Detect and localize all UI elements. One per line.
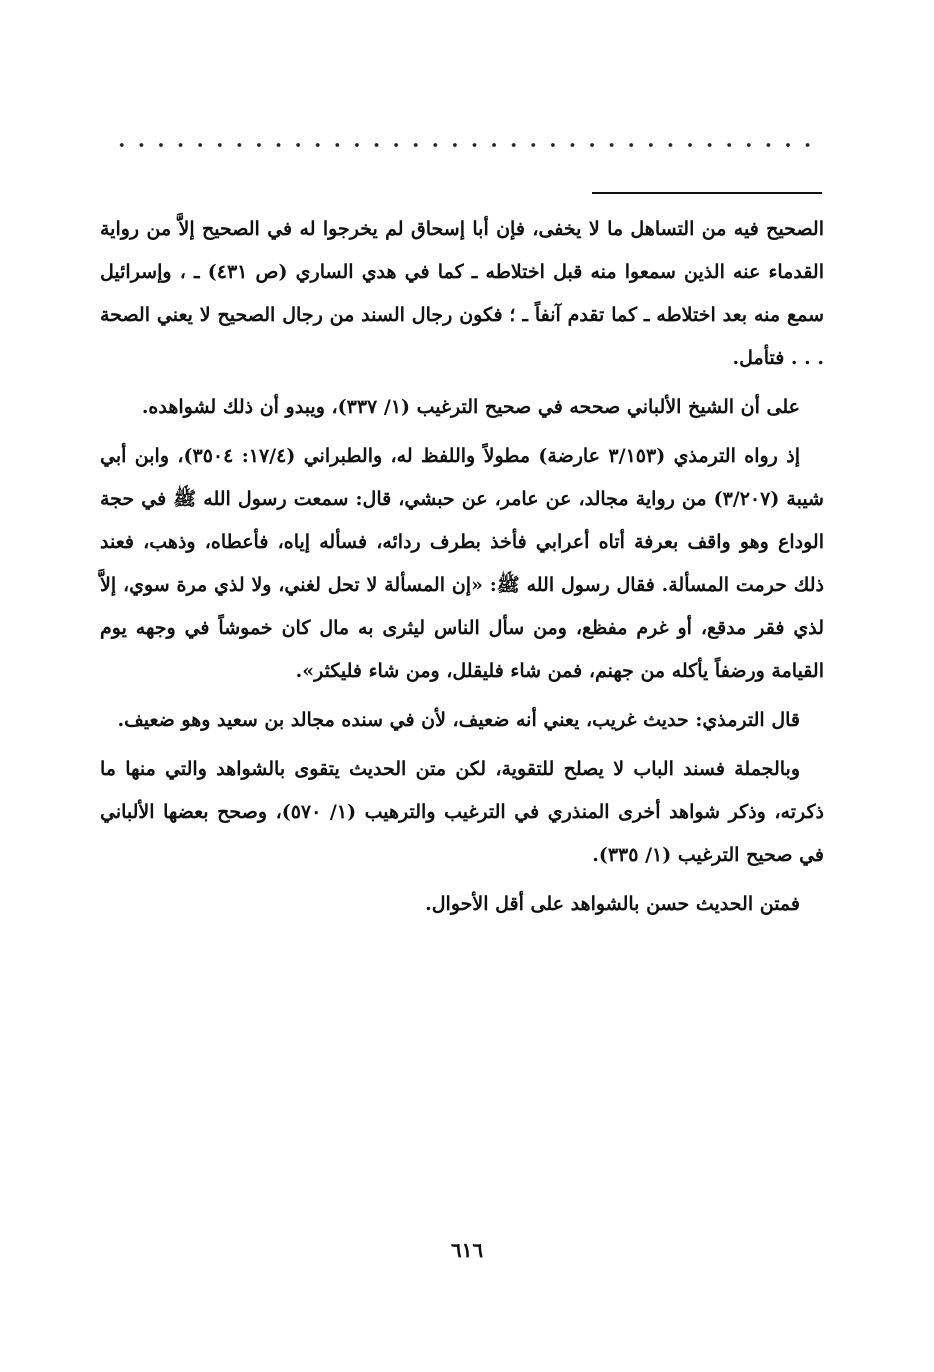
footnote-paragraph-3: إذ رواه الترمذي (٣/١٥٣ عارضة) مطولاً واللفظ له، والطبراني (١٧/٤: ٣٥٠٤)، وابن أبي شيبة (٣/٢٠٧) من رواية مجالد، عن عامر، عن حبشي، قال: سمعت رسول الله ﷺ في حجة الوداع وهو واقف بعرفة أتاه أعرابي فأخذ بطرف ردائه، فسأله إياه، فأعطاه، وذهب، فعند ذلك حرمت المسألة. فقال رسول الله ﷺ: «إن المسألة لا تحل لغني، ولا لذي مرة سوي، إلاَّ لذي فقر مدقع، أو غرم مفظع، ومن سأل الناس ليثرى به مال كان خموشاً في وجهه يوم القيامة ورضفاً يأكله من جهنم، فمن شاء فليقلل، ومن شاء فليكثر». — [100, 445, 824, 682]
footnote-paragraph-4: قال الترمذي: حديث غريب، يعني أنه ضعيف، لأن في سنده مجالد بن سعيد وهو ضعيف. — [117, 709, 800, 731]
footnote-body — [100, 208, 824, 932]
page-number: ٦١٦ — [450, 1238, 484, 1262]
footnote-paragraph-1: الصحيح فيه من التساهل ما لا يخفى، فإن أبا إسحاق لم يخرجوا له في الصحيح إلاَّ من رواية القدماء عنه الذين سمعوا منه قبل اختلاطه ـ كما في هدي الساري (ص ٤٣١) ـ ، وإسرائيل سمع منه بعد اختلاطه ـ كما تقدم آنفاً ـ ؛ فكون رجال السند من رجال الصحيح لا يعني الصحة . . . فتأمل. — [100, 218, 824, 369]
footnote-paragraph-2: على أن الشيخ الألباني صححه في صحيح الترغيب (١/ ٣٣٧)، ويبدو أن ذلك لشواهده. — [141, 396, 800, 418]
dotted-separator — [112, 138, 822, 152]
footnote-separator-line — [592, 192, 822, 194]
footnote-paragraph-5: وبالجملة فسند الباب لا يصلح للتقوية، لكن متن الحديث يتقوى بالشواهد والتي منها ما ذكرته، وذكر شواهد أخرى المنذري في الترغيب والترهيب (١/ ٥٧٠)، وصحح بعضها الألباني في صحيح الترغيب (١/ ٣٣٥). — [100, 758, 824, 866]
footnote-paragraph-6: فمتن الحديث حسن بالشواهد على أقل الأحوال. — [425, 893, 800, 915]
